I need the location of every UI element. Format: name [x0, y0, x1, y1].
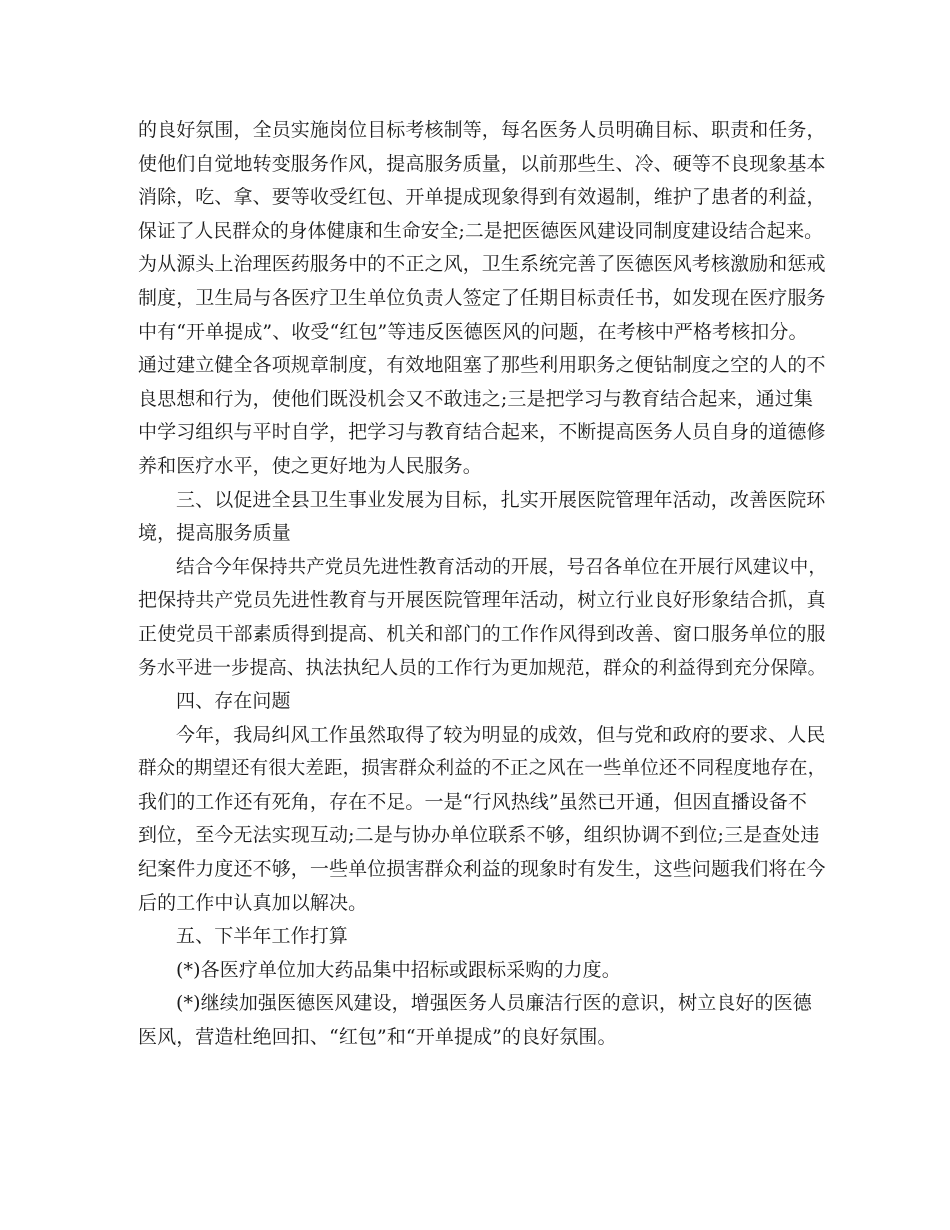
- text-line: 通过建立健全各项规章制度，有效地阻塞了那些利用职务之便钻制度之空的人的不: [138, 354, 826, 377]
- document-body: [138, 114, 828, 1055]
- text-line: 境，提高服务质量: [138, 522, 291, 545]
- text-line: 四、存在问题: [176, 690, 291, 713]
- text-line: 三、以促进全县卫生事业发展为目标，扎实开展医院管理年活动，改善医院环: [176, 488, 826, 511]
- text-line: 今年，我局纠风工作虽然取得了较为明显的成效，但与党和政府的要求、人民: [176, 723, 826, 746]
- text-line: 保证了人民群众的身体健康和生命安全;二是把医德医风建设同制度建设结合起来。: [138, 220, 824, 242]
- text-line: (*)各医疗单位加大药品集中招标或跟标采购的力度。: [176, 958, 621, 981]
- text-line: 正使党员干部素质得到提高、机关和部门的工作作风得到改善、窗口服务单位的服: [138, 622, 826, 645]
- text-line: 良思想和行为，使他们既没机会又不敢违之;三是把学习与教育结合起来，通过集: [138, 387, 814, 410]
- text-line: 群众的期望还有很大差距，损害群众利益的不正之风在一些单位还不同程度地存在，: [138, 758, 827, 780]
- text-line: 到位，至今无法实现互动;二是与协办单位联系不够，组织协调不到位;三是查处违: [138, 824, 820, 847]
- text-line: 把保持共产党员先进性教育与开展医院管理年活动，树立行业良好形象结合抓，真: [138, 589, 826, 612]
- text-line: 的良好氛围，全员实施岗位目标考核制等，每名医务人员明确目标、职责和任务，: [138, 119, 826, 141]
- text-line: 为从源头上治理医药服务中的不正之风，卫生系统完善了医德医风考核激励和惩戒: [138, 253, 826, 276]
- text-line: 消除，吃、拿、要等收受红包、开单提成现象得到有效遏制，维护了患者的利益，: [138, 186, 826, 209]
- text-line: 务水平进一步提高、执法执纪人员的工作行为更加规范，群众的利益得到充分保障。: [138, 657, 827, 679]
- text-line: 纪案件力度还不够，一些单位损害群众利益的现象时有发生，这些问题我们将在今: [138, 858, 826, 881]
- text-line: (*)继续加强医德医风建设，增强医务人员廉洁行医的意识，树立良好的医德: [176, 992, 812, 1015]
- text-line: 使他们自觉地转变服务作风，提高服务质量，以前那些生、冷、硬等不良现象基本: [138, 152, 826, 175]
- text-line: 后的工作中认真加以解决。: [138, 891, 368, 914]
- text-line: 结合今年保持共产党员先进性教育活动的开展，号召各单位在开展行风建议中，: [176, 556, 828, 578]
- text-line: 医风，营造杜绝回扣、“红包”和“开单提成”的良好氛围。: [138, 1026, 617, 1049]
- text-line: 我们的工作还有死角，存在不足。一是“行风热线”虽然已开通，但因直播设备不: [138, 790, 808, 813]
- text-line: 中学习组织与平时自学，把学习与教育结合起来，不断提高医务人员自身的道德修: [138, 421, 826, 444]
- text-line: 中有“开单提成”、收受“红包”等违反医德医风的问题，在考核中严格考核扣分。: [138, 320, 808, 343]
- text-line: 五、下半年工作打算: [176, 925, 348, 948]
- text-line: 制度，卫生局与各医疗卫生单位负责人签定了任期目标责任书，如发现在医疗服务: [138, 286, 826, 309]
- text-line: 养和医疗水平，使之更好地为人民服务。: [138, 454, 482, 477]
